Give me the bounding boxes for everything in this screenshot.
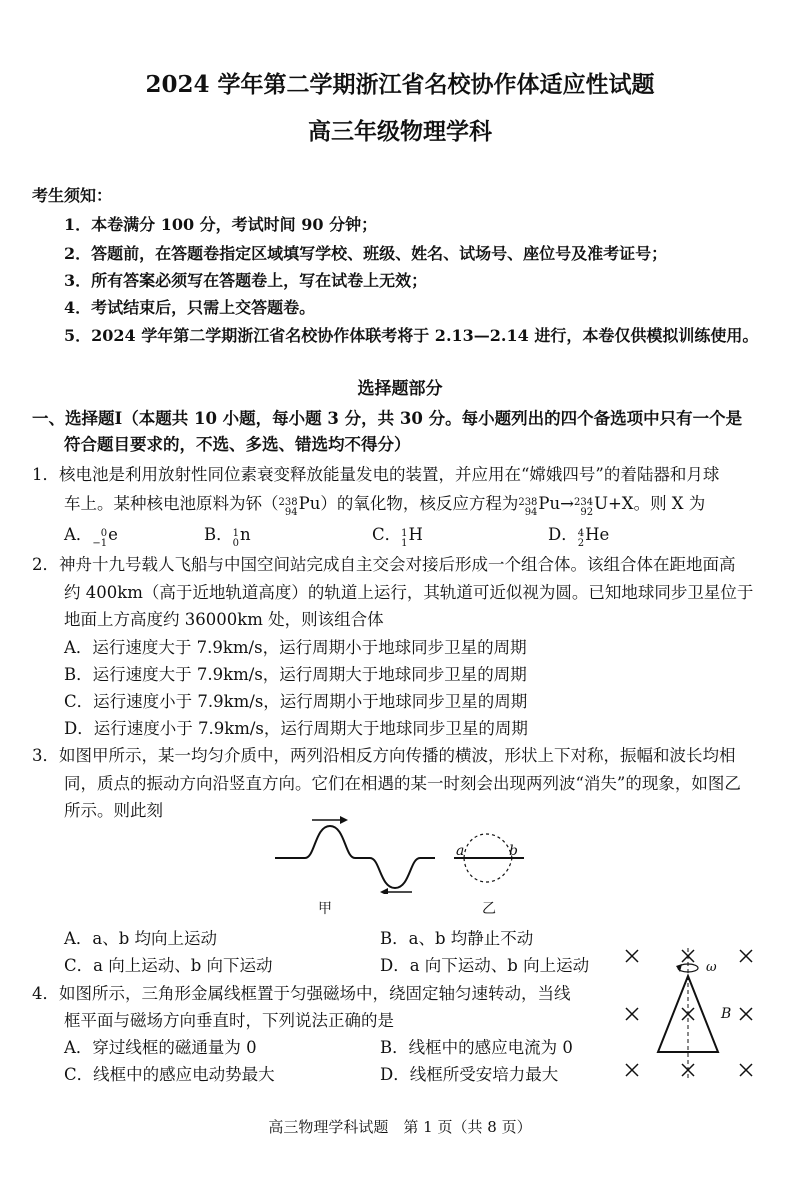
q3-option-d: D．a 向下运动、b 向上运动 bbox=[380, 956, 590, 975]
part1-instruction: 一、选择题Ⅰ（本题共 10 小题，每小题 3 分，共 30 分。每小题列出的四个备选项中只有一个是 bbox=[32, 409, 743, 428]
q1-option-a: A． 0 −1 e bbox=[64, 525, 118, 549]
field-b-label: B bbox=[721, 1006, 732, 1022]
q2-option-d: D．运行速度小于 7.9km/s，运行周期大于地球同步卫星的周期 bbox=[64, 719, 528, 738]
notice-item: 2．答题前，在答题卷指定区域填写学校、班级、姓名、试场号、座位号及准考证号； bbox=[64, 244, 668, 263]
q1-option-b: B． 1 0 n bbox=[204, 525, 251, 549]
u-symbol: U bbox=[594, 494, 608, 513]
wave-line bbox=[275, 826, 435, 888]
magnetic-field-figure bbox=[616, 942, 766, 1084]
left-arrow-head bbox=[380, 888, 388, 894]
u-isotope: 234 92 bbox=[573, 497, 594, 518]
q4-option-d: D．线框所受安培力最大 bbox=[380, 1065, 559, 1084]
fig-label-jia: 甲 bbox=[318, 901, 332, 917]
q4-stem-line2: 框平面与磁场方向垂直时，下列说法正确的是 bbox=[64, 1011, 394, 1030]
exam-title: 2024 学年第二学期浙江省名校协作体适应性试题 bbox=[145, 71, 655, 98]
notice-item: 4．考试结束后，只需上交答题卷。 bbox=[64, 298, 316, 317]
q1-option-c: C． 1 1 H bbox=[372, 525, 423, 549]
pu-isotope: 238 94 bbox=[278, 497, 298, 518]
q3-option-c: C．a 向上运动、b 向下运动 bbox=[64, 956, 273, 975]
q2-option-a: A．运行速度大于 7.9km/s，运行周期小于地球同步卫星的周期 bbox=[64, 638, 527, 657]
q3-option-b: B．a、b 均静止不动 bbox=[380, 929, 534, 948]
notice-heading: 考生须知： bbox=[32, 186, 113, 205]
q1-stem: 1．核电池是利用放射性同位素衰变释放能量发电的装置，并应用在“嫦娥四号”的着陆器和月球 bbox=[32, 465, 720, 484]
fig-label-yi: 乙 bbox=[482, 901, 496, 917]
q2-stem-line3: 地面上方高度约 36000km 处，则该组合体 bbox=[64, 610, 384, 629]
q2-option-c: C．运行速度小于 7.9km/s，运行周期小于地球同步卫星的周期 bbox=[64, 692, 528, 711]
dashed-trough bbox=[464, 858, 512, 882]
q4-option-c: C．线框中的感应电动势最大 bbox=[64, 1065, 275, 1084]
q3-stem-line3: 所示。则此刻 bbox=[64, 801, 163, 820]
q1-option-d: D． 4 2 He bbox=[548, 525, 610, 549]
q2-stem-line2: 约 400km（高于近地轨道高度）的轨道上运行，其轨道可近似视为圆。已知地球同步卫星位于 bbox=[64, 583, 754, 602]
q3-option-a: A．a、b 均向上运动 bbox=[64, 929, 218, 948]
dashed-crest bbox=[464, 834, 512, 858]
field-cross-marks bbox=[626, 950, 752, 1076]
q4-stem: 4．如图所示，三角形金属线框置于匀强磁场中，绕固定轴匀速转动，当线 bbox=[32, 984, 571, 1003]
pu-isotope-eq: 238 94 bbox=[518, 497, 538, 518]
notice-item: 1．本卷满分 100 分，考试时间 90 分钟； bbox=[64, 215, 378, 234]
pu-symbol: Pu bbox=[298, 494, 321, 513]
q3-stem: 3．如图甲所示，某一均匀介质中，两列沿相反方向传播的横波，形状上下对称，振幅和波长均相 bbox=[32, 746, 736, 765]
right-arrow-head bbox=[340, 816, 348, 824]
q1-stem-line2 bbox=[64, 490, 705, 517]
plus-x: +X bbox=[607, 494, 634, 513]
q3-stem-line2: 同，质点的振动方向沿竖直方向。它们在相遇的某一时刻会出现两列波“消失”的现象，如图乙 bbox=[64, 774, 741, 793]
notice-item: 3．所有答案必须写在答题卷上，写在试卷上无效； bbox=[64, 271, 428, 290]
wave-figure-jia bbox=[270, 812, 440, 894]
reaction-arrow: → bbox=[560, 494, 574, 513]
point-b-label: b bbox=[509, 843, 518, 859]
q1-text-c: 。则 X 为 bbox=[633, 494, 706, 513]
part1-instruction-cont: 符合题目要求的，不选、多选、错选均不得分） bbox=[64, 435, 411, 454]
section-title: 选择题部分 bbox=[357, 379, 443, 399]
point-a-label: a bbox=[456, 843, 465, 859]
exam-subtitle: 高三年级物理学科 bbox=[308, 118, 492, 145]
q4-option-a: A．穿过线框的磁通量为 0 bbox=[64, 1038, 257, 1057]
q1-text-a: 车上。某种核电池原料为钚（ bbox=[64, 494, 279, 513]
page-footer: 高三物理学科试题 第 1 页（共 8 页） bbox=[268, 1118, 532, 1136]
pu-symbol: Pu bbox=[538, 494, 561, 513]
q4-option-b: B．线框中的感应电流为 0 bbox=[380, 1038, 573, 1057]
q2-stem: 2．神舟十九号载人飞船与中国空间站完成自主交会对接后形成一个组合体。该组合体在距地面高 bbox=[32, 555, 736, 574]
q2-option-b: B．运行速度大于 7.9km/s，运行周期大于地球同步卫星的周期 bbox=[64, 665, 527, 684]
q1-text-b: ）的氧化物，核反应方程为 bbox=[320, 494, 519, 513]
notice-item: 5．2024 学年第二学期浙江省名校协作体联考将于 2.13—2.14 进行，本卷仅供模拟训练使用。 bbox=[64, 326, 759, 345]
omega-label: ω bbox=[706, 960, 717, 975]
